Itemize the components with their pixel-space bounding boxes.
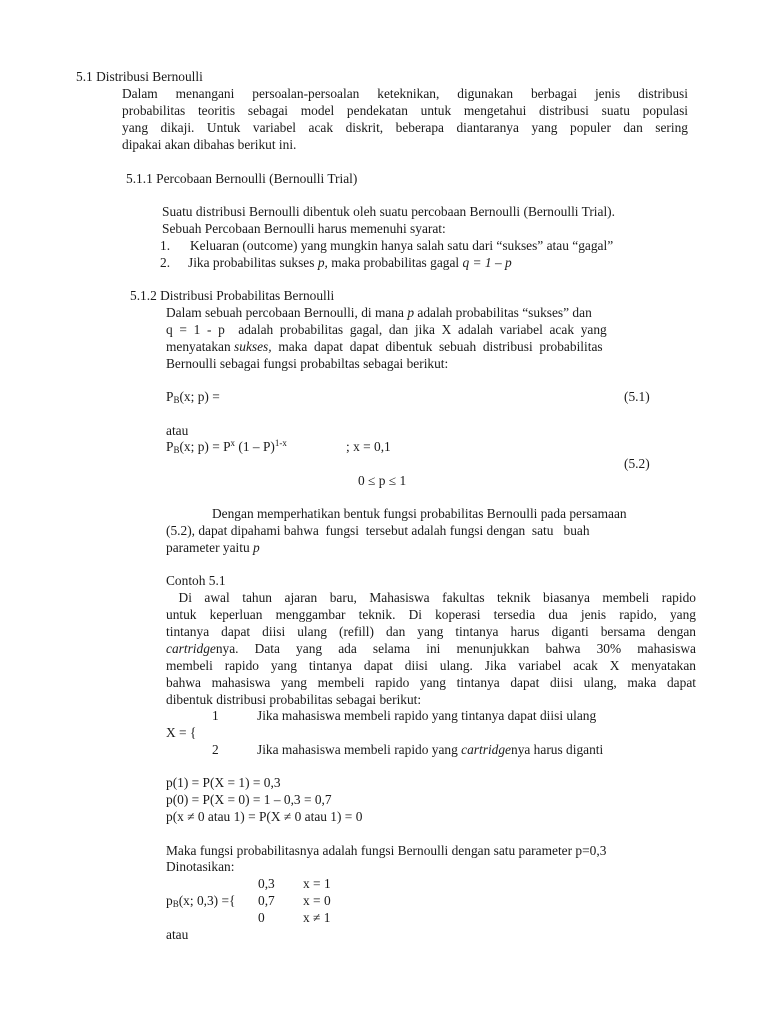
subsection-heading-bernoulli-trial: 5.1.1 Percobaan Bernoulli (Bernoulli Trial) [126, 171, 358, 186]
dist-line-3-post: maka dapat dapat dibentuk sebuah distribusi probabilitas [271, 339, 603, 354]
intro-line-4: dipakai akan dibahas berikut ini. [122, 137, 297, 152]
list-item-2-text: Jika probabilitas sukses [188, 255, 318, 270]
dist-line-1 [166, 305, 592, 322]
piecewise-lhs-rest: (x; 0,3) ={ [178, 893, 236, 908]
dist-para-line-1: Dengan memperhatikan bentuk fungsi probabilitas Bernoulli pada persamaan [212, 506, 627, 521]
example-line-7: dibentuk distribusi probabilitas sebagai berikut: [166, 692, 422, 707]
piecewise-value-1: 0,3 [258, 876, 275, 891]
list-item-2 [188, 255, 512, 272]
case-2-italic: cartridge [461, 742, 511, 757]
equation-number-5-2: (5.2) [624, 456, 650, 471]
example-line-2: untuk keperluan menggambar teknik. Di koperasi tersedia dua jenis rapido, yang [166, 607, 696, 622]
list-item-2-mid: maka probabilitas gagal [327, 255, 463, 270]
dist-line-3-pre: menyatakan [166, 339, 235, 354]
example-heading: Contoh 5.1 [166, 573, 226, 588]
atau-label-2: atau [166, 927, 189, 942]
dist-line-3 [166, 339, 603, 356]
example-line-5: membeli rapido yang tintanya dapat diisi ulang. Jika variabel acak X menyatakan [166, 658, 696, 673]
dist-para-line-3-p: p [253, 540, 260, 555]
trial-line-1: Suatu distribusi Bernoulli dibentuk oleh suatu percobaan Bernoulli (Bernoulli Trial). [162, 204, 615, 219]
formula-5-2-rest: (x; p) = P [179, 439, 231, 454]
intro-line-1: Dalam menangani persoalan-persoalan keteknikan, digunakan berbagai jenis distribusi [122, 86, 688, 101]
formula-5-1-sub: B [173, 395, 180, 405]
intro-line-3: yang dikaji. Untuk variabel acak diskrit, beberapa diantaranya yang populer dan sering [122, 120, 688, 135]
example-line-6: bahwa mahasiswa yang membeli rapido yang tintanya dapat diisi ulang, maka dapat [166, 675, 696, 690]
formula-5-1-p: P [166, 389, 174, 404]
dist-line-1-p: p [407, 305, 415, 320]
section-heading: 5.1 Distribusi Bernoulli [76, 69, 203, 84]
equation-p1: p(1) = P(X = 1) = 0,3 [166, 775, 281, 790]
piecewise-condition-3: x ≠ 1 [303, 910, 331, 925]
formula-5-2-range: 0 ≤ p ≤ 1 [358, 473, 407, 488]
formula-5-2-mid: (1 – P) [235, 439, 275, 454]
trial-line-2: Sebuah Percobaan Bernoulli harus memenuhi syarat: [162, 221, 446, 236]
equation-p0: p(0) = P(X = 0) = 1 – 0,3 = 0,7 [166, 792, 332, 807]
piecewise-condition-1: x = 1 [303, 876, 331, 891]
conclusion-line: Maka fungsi probabilitasnya adalah fungsi Bernoulli dengan satu parameter p=0,3 [166, 843, 607, 858]
piecewise-condition-2: x = 0 [303, 893, 331, 908]
example-line-3: tintanya dapat diisi ulang (refill) dan yang tintanya harus diganti bersama dengan [166, 624, 696, 639]
formula-5-1 [166, 389, 220, 406]
example-line-4-post: nya. Data yang ada selama ini menunjukkan bahwa 30% mahasiswa [215, 641, 696, 656]
subsection-heading-distribution: 5.1.2 Distribusi Probabilitas Bernoulli [130, 288, 335, 303]
example-line-4-italic: cartridge [166, 641, 216, 656]
formula-5-2-sub: B [173, 445, 180, 455]
list-item-2-formula: q = 1 – p [462, 255, 512, 270]
list-number-1: 1. [160, 238, 171, 253]
formula-5-2-exp-1-x: 1-x [274, 438, 287, 448]
dist-line-1-pre: Dalam sebuah percobaan Bernoulli, di mana [166, 305, 408, 320]
piecewise-lhs [166, 893, 235, 910]
case-1-text: Jika mahasiswa membeli rapido yang tintanya dapat diisi ulang [257, 708, 597, 723]
dist-line-3-italic: sukses, [234, 339, 272, 354]
case-2-text [257, 742, 603, 759]
equation-number-5-1: (5.1) [624, 389, 650, 404]
dist-para-line-2: (5.2), dapat dipahami bahwa fungsi tersebut adalah fungsi dengan satu buah [166, 523, 590, 538]
dinotasikan-label: Dinotasikan: [166, 859, 235, 874]
formula-5-2-condition: ; x = 0,1 [346, 439, 391, 454]
case-2-value: 2 [212, 742, 219, 757]
formula-5-2-exp-x: x [230, 438, 236, 448]
piecewise-value-2: 0,7 [258, 893, 275, 908]
piecewise-lhs-p: p [166, 893, 173, 908]
dist-para-line-3-pre: parameter yaitu [166, 540, 253, 555]
piecewise-lhs-sub: B [172, 899, 179, 909]
dist-para-line-3 [166, 540, 260, 557]
list-number-2: 2. [160, 255, 171, 270]
formula-5-2 [166, 439, 287, 456]
x-equals: X = { [166, 725, 197, 740]
example-line-1: Di awal tahun ajaran baru, Mahasiswa fakultas teknik biasanya membeli rapido [166, 590, 696, 605]
equation-p-other: p(x ≠ 0 atau 1) = P(X ≠ 0 atau 1) = 0 [166, 809, 363, 824]
dist-line-2: q = 1 - p adalah probabilitas gagal, dan jika X adalah variabel acak yang [166, 322, 607, 337]
intro-line-2: probabilitas teoritis sebagai model pendekatan untuk mengetahui distribusi suatu populasi [122, 103, 688, 118]
formula-5-1-rest: (x; p) = [179, 389, 220, 404]
list-item-2-p: p, [317, 255, 328, 270]
case-2-pre: Jika mahasiswa membeli rapido yang [257, 742, 462, 757]
list-item-1: Keluaran (outcome) yang mungkin hanya salah satu dari “sukses” atau “gagal” [190, 238, 614, 253]
case-2-post: nya harus diganti [511, 742, 604, 757]
piecewise-value-3: 0 [258, 910, 265, 925]
dist-line-1-post: adalah probabilitas “sukses” dan [414, 305, 592, 320]
case-1-value: 1 [212, 708, 219, 723]
dist-line-4: Bernoulli sebagai fungsi probabiltas sebagai berikut: [166, 356, 449, 371]
atau-label: atau [166, 423, 189, 438]
example-line-4 [166, 641, 696, 658]
formula-5-2-p: P [166, 439, 174, 454]
